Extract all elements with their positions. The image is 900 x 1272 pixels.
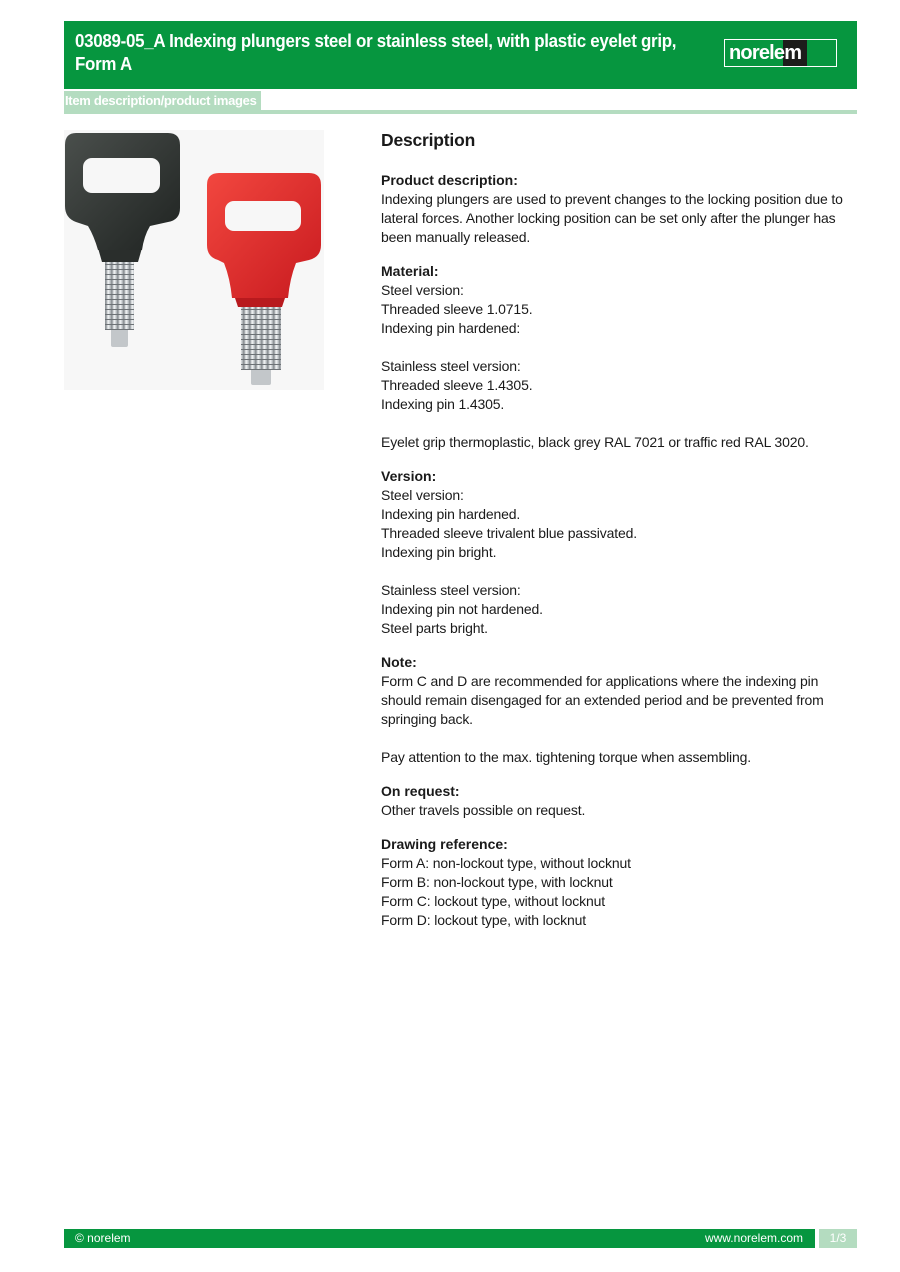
section-divider	[64, 110, 857, 114]
on-request-block	[381, 782, 857, 820]
page-footer	[64, 1229, 857, 1248]
footer-website-link[interactable]: www.norelem.com	[704, 1231, 803, 1245]
note-text-2: Pay attention to the max. tightening torque when assembling.	[381, 749, 752, 765]
version-line: Indexing pin not hardened.	[381, 601, 543, 617]
drawing-reference-item: Form D: lockout type, with locknut	[381, 912, 586, 928]
drawing-reference-item: Form B: non-lockout type, with locknut	[381, 874, 613, 890]
note-text: Form C and D are recommended for applications where the indexing pin should remain disengaged for an extended period and be prevented from springing back.	[381, 673, 824, 727]
material-line: Stainless steel version:	[381, 358, 521, 374]
drawing-reference-item: Form A: non-lockout type, without locknut	[381, 855, 631, 871]
drawing-reference-block	[381, 835, 857, 930]
material-line: Steel version:	[381, 282, 464, 298]
version-label: Version:	[381, 468, 437, 484]
product-description-label: Product description:	[381, 172, 518, 188]
material-label: Material:	[381, 263, 439, 279]
description-column	[381, 128, 857, 945]
material-line: Eyelet grip thermoplastic, black grey RAL 7021 or traffic red RAL 3020.	[381, 434, 809, 450]
version-line: Steel parts bright.	[381, 620, 488, 636]
version-line: Indexing pin hardened.	[381, 506, 521, 522]
logo-text: norelem	[729, 42, 802, 64]
footer-copyright: © norelem	[75, 1231, 131, 1245]
page-title: 03089-05_A Indexing plungers steel or stainless steel, with plastic eyelet grip, Form A	[75, 31, 677, 74]
version-line: Threaded sleeve trivalent blue passivated.	[381, 525, 637, 541]
version-block	[381, 467, 857, 638]
section-tab-label: Item description/product images	[64, 91, 261, 110]
version-line: Steel version:	[381, 487, 464, 503]
footer-bar	[64, 1229, 815, 1248]
drawing-reference-item: Form C: lockout type, without locknut	[381, 893, 605, 909]
description-heading: Description	[381, 130, 476, 150]
material-line: Threaded sleeve 1.4305.	[381, 377, 533, 393]
drawing-reference-label: Drawing reference:	[381, 836, 508, 852]
on-request-text: Other travels possible on request.	[381, 802, 586, 818]
material-line: Indexing pin hardened:	[381, 320, 521, 336]
version-line: Stainless steel version:	[381, 582, 521, 598]
material-line: Threaded sleeve 1.0715.	[381, 301, 533, 317]
on-request-label: On request:	[381, 783, 460, 799]
page-header	[64, 21, 857, 89]
product-image	[64, 130, 324, 390]
page-number: 1/3	[819, 1229, 857, 1248]
material-line: Indexing pin 1.4305.	[381, 396, 505, 412]
product-description-block	[381, 171, 857, 247]
product-description-text: Indexing plungers are used to prevent changes to the locking position due to lateral forces. Another locking position can be set only after the plunger has been manually released.	[381, 191, 843, 245]
note-block	[381, 653, 857, 767]
norelem-logo	[724, 39, 837, 67]
material-block	[381, 262, 857, 452]
note-label: Note:	[381, 654, 417, 670]
version-line: Indexing pin bright.	[381, 544, 497, 560]
